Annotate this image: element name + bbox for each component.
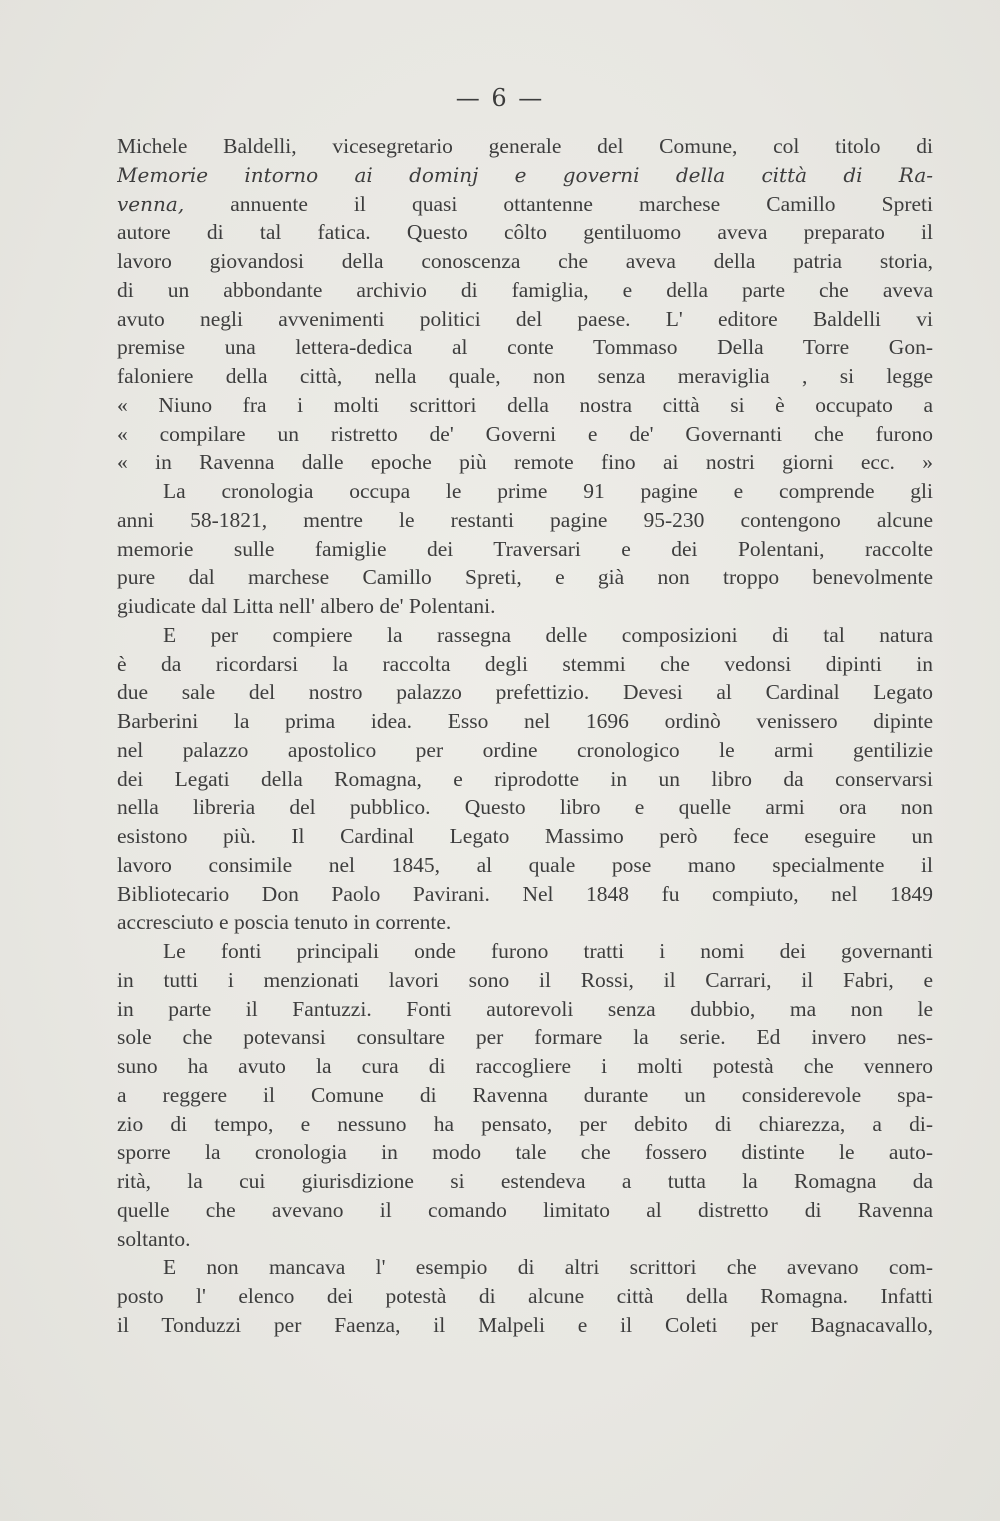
text-line (117, 1023, 933, 1052)
line-text: dei Legati della Romagna, e riprodotte in un libro da conservarsi (117, 766, 933, 791)
text-line (117, 1282, 933, 1311)
text-line (117, 966, 933, 995)
text-line (117, 362, 933, 391)
line-text: lavoro giovandosi della conoscenza che aveva della patria storia, (117, 249, 933, 273)
text-line (117, 650, 933, 679)
line-text: nel palazzo apostolico per ordine cronologico le armi gentilizie (117, 737, 933, 762)
line-text: in parte il Fantuzzi. Fonti autorevoli senza dubbio, ma non le (117, 996, 933, 1021)
text-line (117, 736, 933, 765)
text-line (117, 305, 933, 334)
text-line (117, 995, 933, 1024)
text-line (117, 1253, 933, 1282)
line-text: faloniere della città, nella quale, non senza meraviglia , si legge (117, 364, 933, 388)
body-text (117, 132, 933, 1340)
text-line (117, 1225, 933, 1254)
line-text: memorie sulle famiglie dei Traversari e dei Polentani, raccolte (117, 536, 933, 561)
line-text: Le fonti principali onde furono tratti i nomi dei governanti (163, 939, 933, 963)
line-text: è da ricordarsi la raccolta degli stemmi che vedonsi dipinti in (117, 651, 933, 676)
italic-title-text: venna, (117, 191, 185, 216)
line-text: a reggere il Comune di Ravenna durante un considerevole spa- (117, 1082, 933, 1107)
line-text: E per compiere la rassegna delle composizioni di tal natura (163, 622, 933, 647)
line-text: annuente il quasi ottantenne marchese Camillo Spreti (184, 191, 933, 216)
line-text: suno ha avuto la cura di raccogliere i molti potestà che vennero (117, 1054, 933, 1078)
line-text: « in Ravenna dalle epoche più remote fino ai nostri giorni ecc. » (117, 450, 933, 475)
line-text: « Niuno fra i molti scrittori della nostra città si è occupato a (117, 392, 933, 417)
line-text: accresciuto e poscia tenuto in corrente. (117, 910, 452, 935)
italic-title-text: Memorie intorno ai dominj e governi della città di Ra- (117, 162, 933, 187)
paragraph (117, 621, 933, 937)
line-text: zio di tempo, e nessuno ha pensato, per debito di chiarezza, a di- (117, 1111, 933, 1136)
line-text: premise una lettera-dedica al conte Tommaso Della Torre Gon- (117, 335, 933, 360)
paragraph (117, 132, 933, 477)
text-line (117, 1196, 933, 1225)
line-text: posto l' elenco dei potestà di alcune città della Romagna. Infatti (117, 1284, 933, 1308)
text-line (117, 276, 933, 305)
text-line (117, 218, 933, 247)
text-line (117, 535, 933, 564)
text-line (117, 678, 933, 707)
text-line (117, 707, 933, 736)
line-text: Bibliotecario Don Paolo Pavirani. Nel 1848 fu compiuto, nel 1849 (117, 881, 933, 906)
line-text: esistono più. Il Cardinal Legato Massimo però fece eseguire un (117, 824, 933, 848)
text-line (117, 333, 933, 362)
text-line (117, 880, 933, 909)
paragraph (117, 477, 933, 621)
line-text: giudicate dal Litta nell' albero de' Polentani. (117, 594, 496, 618)
text-line (117, 1138, 933, 1167)
line-text: due sale del nostro palazzo prefettizio. Devesi al Cardinal Legato (117, 680, 933, 705)
text-line (117, 563, 933, 592)
line-text: lavoro consimile nel 1845, al quale pose mano specialmente il (117, 852, 933, 877)
line-text: autore di tal fatica. Questo côlto gentiluomo aveva preparato il (117, 220, 933, 245)
text-line (117, 1052, 933, 1081)
line-text: Michele Baldelli, vicesegretario generale del Comune, col titolo di (117, 134, 933, 158)
line-text: di un abbondante archivio di famiglia, e della parte che aveva (117, 277, 933, 302)
text-line (117, 506, 933, 535)
text-line (117, 822, 933, 851)
text-line (117, 1311, 933, 1340)
text-line (117, 247, 933, 276)
text-line (117, 908, 933, 937)
line-text: nella libreria del pubblico. Questo libro e quelle armi ora non (117, 795, 933, 820)
line-text: « compilare un ristretto de' Governi e de' Governanti che furono (117, 421, 933, 446)
text-line (117, 1167, 933, 1196)
line-text: il Tonduzzi per Faenza, il Malpeli e il Coleti per Bagnacavallo, (117, 1312, 933, 1337)
text-line (117, 132, 933, 161)
line-text: soltanto. (117, 1226, 191, 1251)
line-text: Barberini la prima idea. Esso nel 1696 ordinò venissero dipinte (117, 709, 933, 733)
line-text: anni 58-1821, mentre le restanti pagine 95-230 contengono alcune (117, 507, 933, 532)
line-text: in tutti i menzionati lavori sono il Rossi, il Carrari, il Fabri, e (117, 967, 933, 992)
paragraph (117, 937, 933, 1253)
text-line (117, 765, 933, 794)
line-text: rità, la cui giurisdizione si estendeva a tutta la Romagna da (117, 1169, 933, 1193)
text-line (117, 477, 933, 506)
text-line (117, 851, 933, 880)
line-text: quelle che avevano il comando limitato al distretto di Ravenna (117, 1197, 933, 1222)
line-text: La cronologia occupa le prime 91 pagine e comprende gli (163, 479, 933, 503)
paragraph (117, 1253, 933, 1339)
text-line (117, 190, 933, 219)
page-number: — 6 — (455, 84, 545, 112)
text-line (117, 420, 933, 449)
line-text: sporre la cronologia in modo tale che fossero distinte le auto- (117, 1140, 933, 1165)
text-line (117, 592, 933, 621)
text-line (117, 1081, 933, 1110)
text-line (117, 391, 933, 420)
text-line (117, 161, 933, 190)
line-text: pure dal marchese Camillo Spreti, e già non troppo benevolmente (117, 565, 933, 590)
line-text: sole che potevansi consultare per formare la serie. Ed invero nes- (117, 1025, 933, 1050)
line-text: avuto negli avvenimenti politici del paese. L' editore Baldelli vi (117, 306, 933, 331)
text-line (117, 448, 933, 477)
line-text: E non mancava l' esempio di altri scrittori che avevano com- (163, 1255, 933, 1280)
text-line (117, 1110, 933, 1139)
text-line (117, 621, 933, 650)
text-line (117, 793, 933, 822)
text-line (117, 937, 933, 966)
